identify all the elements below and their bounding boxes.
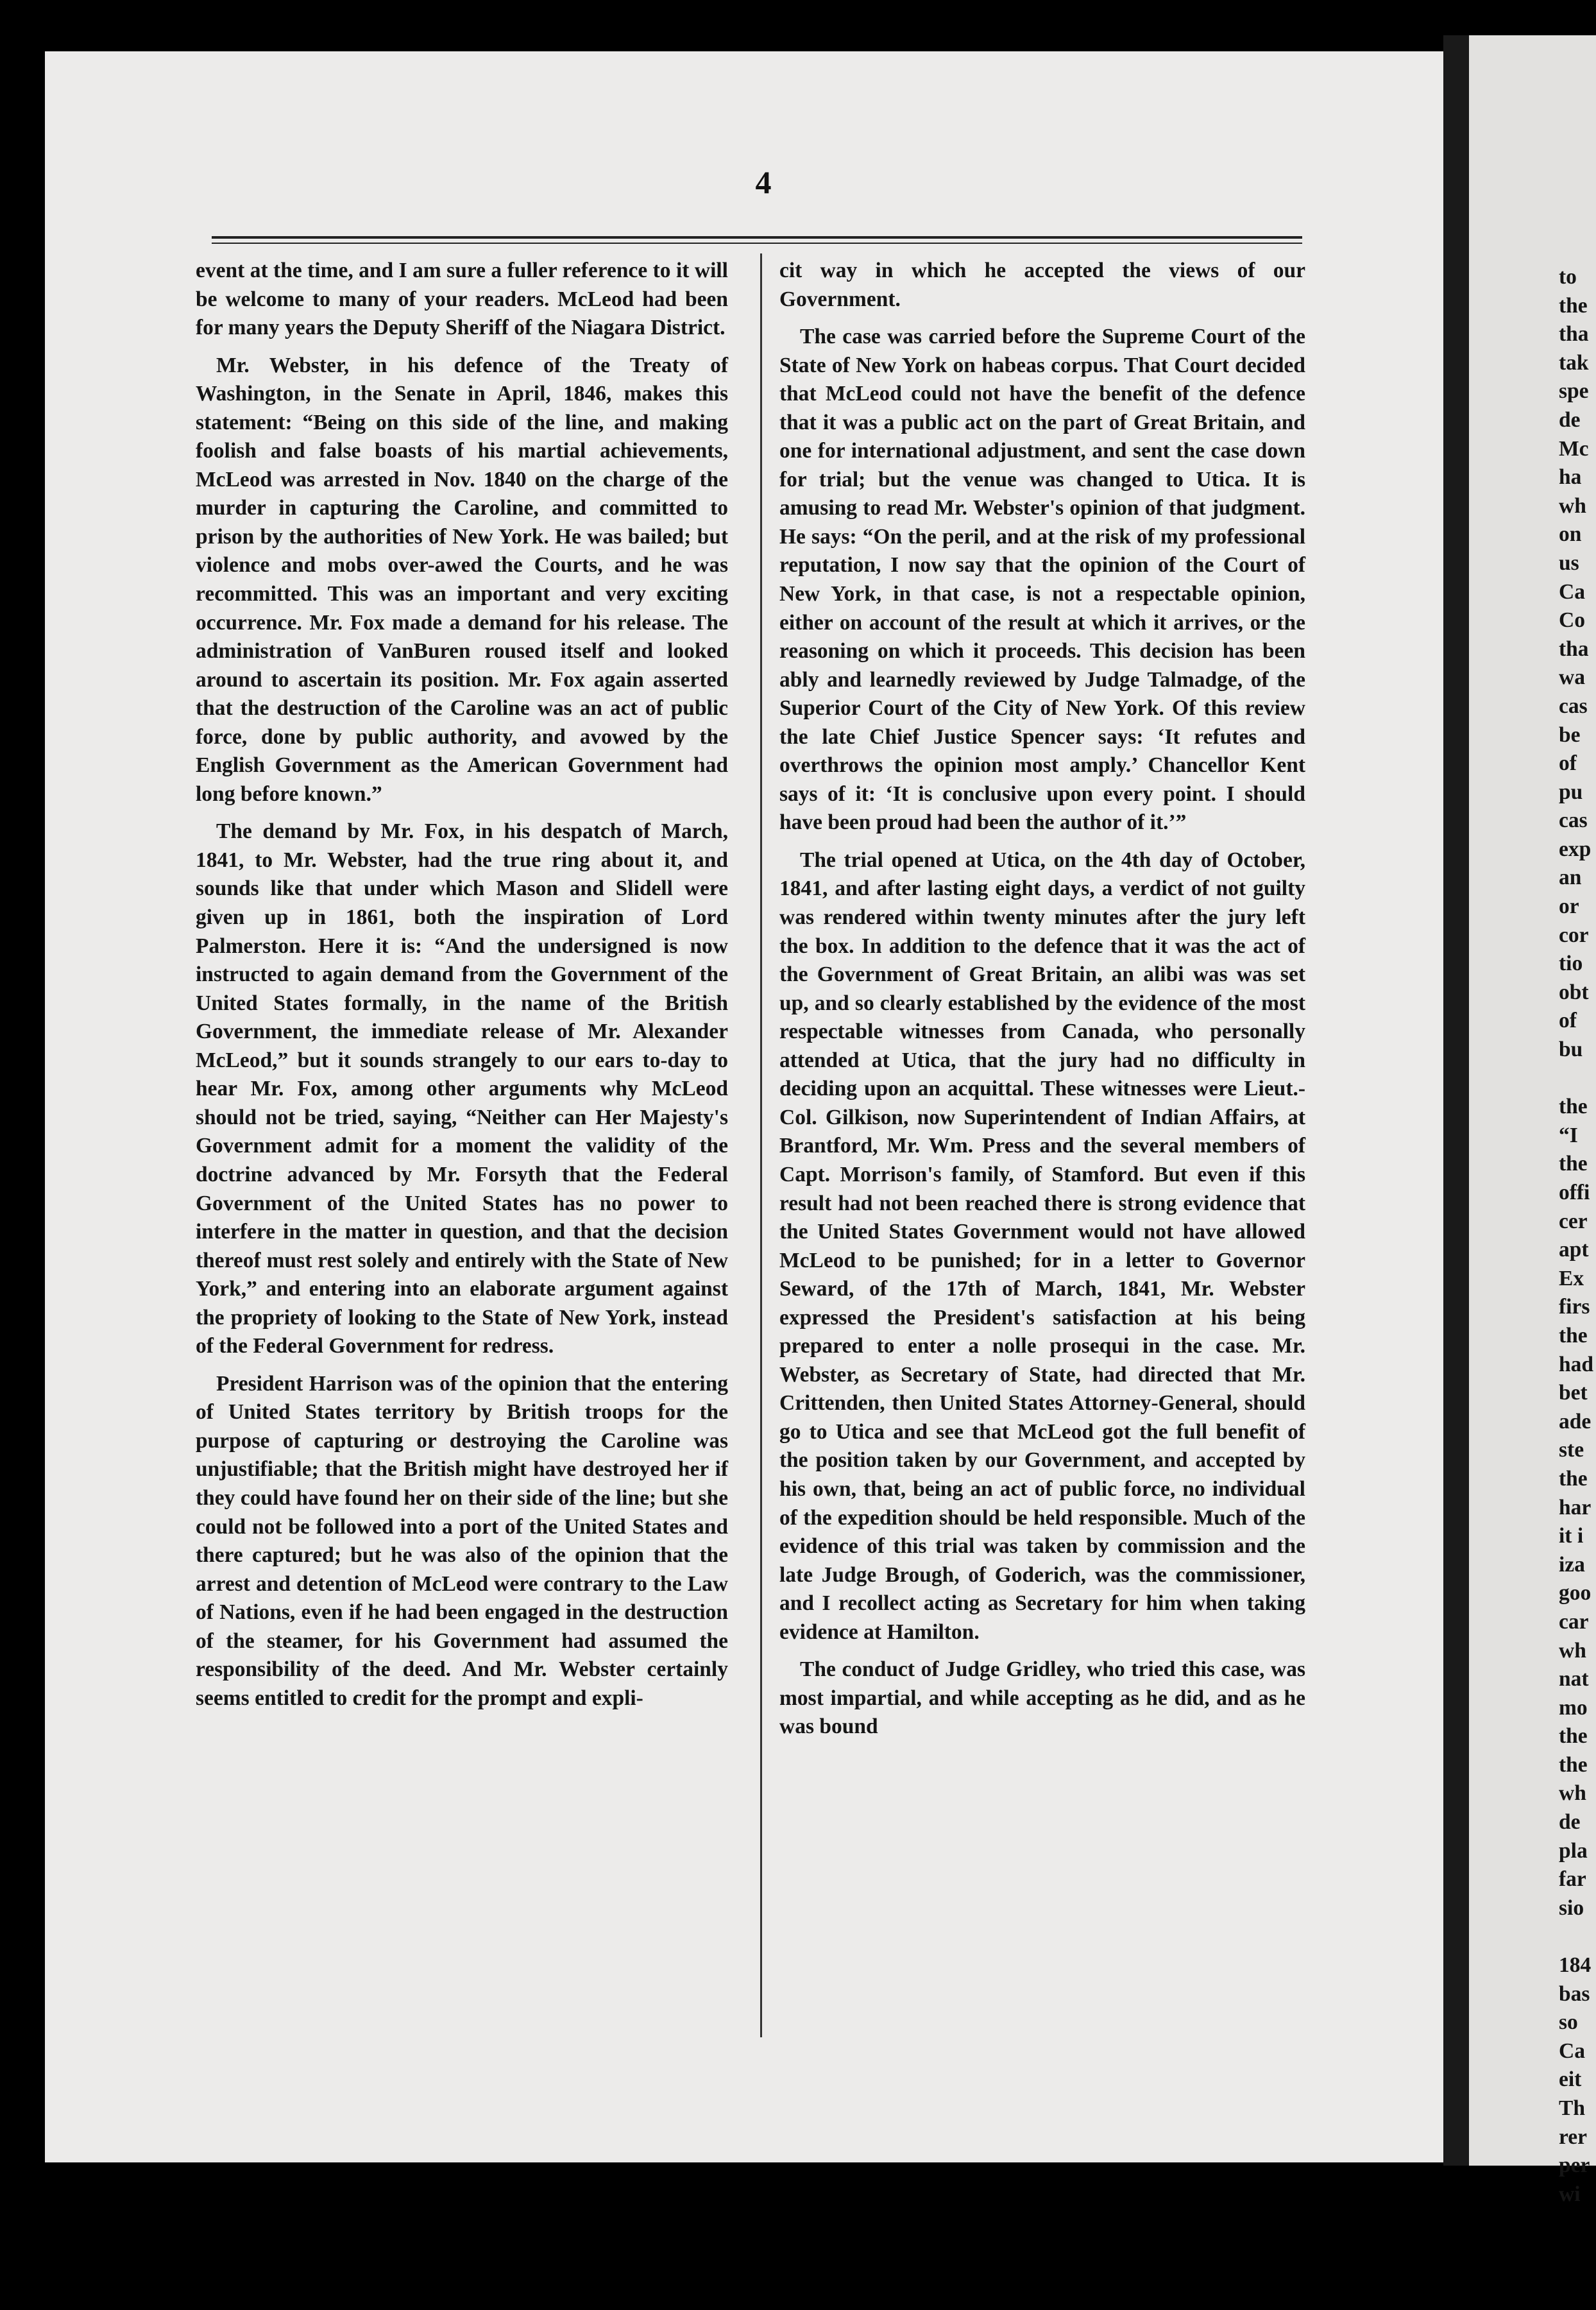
next-page-line-fragment: be xyxy=(1559,723,1581,747)
next-page-line-fragment: pu xyxy=(1559,780,1583,804)
next-page-line-fragment: the xyxy=(1559,1752,1588,1777)
next-page-line-fragment: bet xyxy=(1559,1381,1588,1405)
next-page-line-fragment: exp xyxy=(1559,837,1592,861)
next-page-line-fragment: ha xyxy=(1559,465,1582,490)
next-page-line-fragment: tha xyxy=(1559,322,1589,346)
paragraph: President Harrison was of the opinion that the entering of United States territory by British troops for the purpose of capturing or destroying the Caroline was unjustifiable; that the British might have destroyed her if they could have found her on their side of the line; but she could not be followed into a port of the United States and there captured; but he was also of the opinion that the arrest and detention of McLeod were contrary to the Law of Nations, even if he had been engaged in the destruction of the steamer, for his Government had assumed the responsibility of the deed. And Mr. Webster certainly seems entitled to credit for the prompt and expli- xyxy=(196,1371,728,1710)
next-page-line-fragment: so xyxy=(1559,2010,1578,2035)
next-page-line-fragment: had xyxy=(1559,1352,1594,1376)
left-column xyxy=(196,257,728,1722)
next-page-text-fragments xyxy=(1559,263,1596,2209)
next-page-line-fragment: bu xyxy=(1559,1038,1583,1062)
next-page-line-fragment: cer xyxy=(1559,1209,1588,1233)
next-page-line-fragment: an xyxy=(1559,866,1582,890)
page-number: 4 xyxy=(755,164,772,200)
next-page-line-fragment: wi xyxy=(1559,2182,1581,2206)
next-page-line-fragment: Ex xyxy=(1559,1266,1584,1290)
next-page-line-fragment: per xyxy=(1559,2153,1590,2178)
next-page-line-fragment: it i xyxy=(1559,1524,1584,1548)
next-page-line-fragment: wh xyxy=(1559,1781,1586,1806)
right-column xyxy=(779,257,1305,1750)
next-page-line-fragment: pla xyxy=(1559,1838,1588,1863)
next-page-line-fragment: Co xyxy=(1559,608,1585,633)
next-page-line-fragment: us xyxy=(1559,551,1579,575)
next-page-line-fragment: apt xyxy=(1559,1238,1589,1262)
paragraph: event at the time, and I am sure a fuller reference to it will be welcome to many of your readers. McLeod had been for many years the Deputy Sheriff of the Niagara District. xyxy=(196,259,728,340)
next-page-line-fragment: sio xyxy=(1559,1895,1584,1920)
header-rule-thin xyxy=(212,243,1302,244)
next-page-line-fragment: the xyxy=(1559,1323,1588,1348)
next-page-line-fragment: the xyxy=(1559,1152,1588,1176)
paragraph: The conduct of Judge Gridley, who tried this case, was most impartial, and while accepting as he did, and as he was bound xyxy=(779,1657,1305,1739)
paragraph: The trial opened at Utica, on the 4th day of October, 1841, and after lasting eight days, a verdict of not guilty was rendered within twenty minutes after the jury left the box. In addition to the defence that it was the act of the Government of Great Britain, an alibi was was set up, and so clearly established by the evidence of the most respectable witnesses from Canada, who personally attended at Utica, that the jury had no difficulty in deciding upon an acquittal. These witnesses were Lieut.-Col. Gilkison, now Superintendent of Indian Affairs, at Brantford, Mr. Wm. Press and the several members of Capt. Morrison's family, of Stamford. But even if this result had not been reached there is strong evidence that the United States Government would not have allowed McLeod to be punished; for in a letter to Governor Seward, of the 17th of March, 1841, Mr. Webster expressed the President's satisfaction at his being prepared to enter a nolle prosequi in the case. Mr. Webster, as Secretary of State, had directed that Mr. Crittenden, then United States Attorney-General, should go to Utica and see that McLeod got the full benefit of the position taken by our Government, and accepted by his own, that, being an act of public force, no individual of the expedition should be held responsible. Much of the evidence of this trial was taken by commission and the late Judge Brough, of Goderich, was the commissioner, and I recollect acting as Secretary for him when taking evidence at Hamilton. xyxy=(779,848,1305,1644)
next-page-line-fragment: cas xyxy=(1559,809,1588,833)
next-page-line-fragment: Mc xyxy=(1559,436,1589,461)
next-page-line-fragment: bas xyxy=(1559,1981,1590,2006)
next-page-line-fragment: rer xyxy=(1559,2125,1588,2149)
next-page-line-fragment: spe xyxy=(1559,379,1589,404)
next-page-line-fragment: offi xyxy=(1559,1181,1590,1204)
next-page-line-fragment: to xyxy=(1559,265,1577,289)
next-page-line-fragment: car xyxy=(1559,1609,1589,1634)
next-page-line-fragment: the xyxy=(1559,293,1588,318)
next-page-line-fragment: firs xyxy=(1559,1295,1590,1319)
next-page-line-fragment: iza xyxy=(1559,1552,1585,1577)
next-page-line-fragment: mo xyxy=(1559,1695,1588,1720)
next-page-line-fragment: “I xyxy=(1559,1123,1578,1147)
next-page-line-fragment: ste xyxy=(1559,1438,1584,1462)
next-page-line-fragment: wa xyxy=(1559,665,1585,690)
next-page-line-fragment: wh xyxy=(1559,1638,1586,1663)
next-page-line-fragment: har xyxy=(1559,1495,1592,1519)
next-page-line-fragment: the xyxy=(1559,1724,1588,1749)
next-page-line-fragment: of xyxy=(1559,751,1577,776)
next-page-line-fragment: ade xyxy=(1559,1409,1592,1433)
book-spine xyxy=(1443,35,1469,2166)
next-page-line-fragment: de xyxy=(1559,407,1581,432)
next-page-line-fragment: wh xyxy=(1559,493,1586,518)
paragraph: The case was carried before the Supreme Court of the State of New York on habeas corpus. That Court decided that McLeod could not have the benefit of the defence that it was a public act on the part of Great Britain, and one for international adjustment, and sent the case down for trial; but the venue was changed to Utica. It is amusing to read Mr. Webster's opinion of that judgment. He says: “On the peril, and at the risk of my professional reputation, I now say that the opinion of the Court of New York, in that case, is not a respectable opinion, either on account of the result at which it arrives, or the reasoning on which it proceeds. This decision has been ably and learnedly reviewed by Judge Talmadge, of the Superior Court of the City of New York. Of this review the late Chief Justice Spencer says: ‘It refutes and overthrows the opinion most amply.’ Chancellor Kent says of it: ‘It is conclusive upon every point. I should have been proud had been the author of it.’” xyxy=(779,325,1305,835)
next-page-line-fragment: Ca xyxy=(1559,2039,1585,2063)
next-page-line-fragment: goo xyxy=(1559,1581,1592,1605)
next-page-line-fragment: of xyxy=(1559,1009,1577,1033)
next-page-line-fragment: far xyxy=(1559,1867,1586,1892)
next-page-line-fragment: on xyxy=(1559,522,1582,547)
next-page-line-fragment: cor xyxy=(1559,923,1589,947)
next-page-line-fragment xyxy=(1559,1065,1596,1093)
header-rule xyxy=(212,236,1302,239)
next-page-line-fragment: the xyxy=(1559,1095,1588,1119)
next-page-line-fragment: nat xyxy=(1559,1667,1589,1691)
next-page-line-fragment: tha xyxy=(1559,637,1589,661)
next-page-line-fragment: eit xyxy=(1559,2067,1582,2092)
next-page-line-fragment: tak xyxy=(1559,350,1589,375)
next-page-line-fragment: cas xyxy=(1559,694,1588,718)
paragraph: Mr. Webster, in his defence of the Treaty of Washington, in the Senate in April, 1846, makes this statement: “Being on this side of the line, and making foolish and false boasts of his martial achievements, McLeod was arrested in Nov. 1840 on the charge of the murder in capturing the Caroline, and committed to prison by the authorities of New York. He was bailed; but violence and mobs over-awed the Courts, and he was recommitted. This was an important and very exciting occurrence. Mr. Fox made a demand for his release. The administration of VanBuren roused itself and looked around to ascertain its position. Mr. Fox again asserted that the destruction of the Caroline was an act of public force, done by public authority, and avowed by the English Government as the American Government had long before known.” xyxy=(196,353,728,806)
next-page-line-fragment: the xyxy=(1559,1466,1588,1491)
next-page-line-fragment: tio xyxy=(1559,952,1583,976)
next-page-line-fragment: obt xyxy=(1559,980,1589,1004)
next-page-line-fragment: de xyxy=(1559,1810,1581,1835)
next-page-line-fragment: Th xyxy=(1559,2096,1585,2120)
paragraph: cit way in which he accepted the views of our Government. xyxy=(779,259,1305,311)
next-page-line-fragment: Ca xyxy=(1559,579,1585,604)
column-divider xyxy=(760,253,762,2037)
next-page-line-fragment xyxy=(1559,1922,1596,1951)
next-page-line-fragment: or xyxy=(1559,894,1579,919)
next-page-line-fragment: 184 xyxy=(1559,1953,1592,1978)
paragraph: The demand by Mr. Fox, in his despatch of March, 1841, to Mr. Webster, had the true ring about it, and sounds like that under which Mason and Slidell were given up in 1861, both the inspiration of Lord Palmerston. Here it is: “And the undersigned is now instructed to again demand from the Government of the United States formally, in the name of the British Government, the immediate release of Mr. Alexander McLeod,” but it sounds strangely to our ears to-day to hear Mr. Fox, among other arguments why McLeod should not be tried, saying, “Neither can Her Majesty's Government admit for a moment the validity of the doctrine advanced by Mr. Forsyth that the Federal Government of the United States has no power to interfere in the matter in question, and that the decision thereof must rest solely and entirely with the State of New York,” and entering into an elaborate argument against the propriety of looking to the State of New York, instead of the Federal Government for redress. xyxy=(196,819,728,1358)
